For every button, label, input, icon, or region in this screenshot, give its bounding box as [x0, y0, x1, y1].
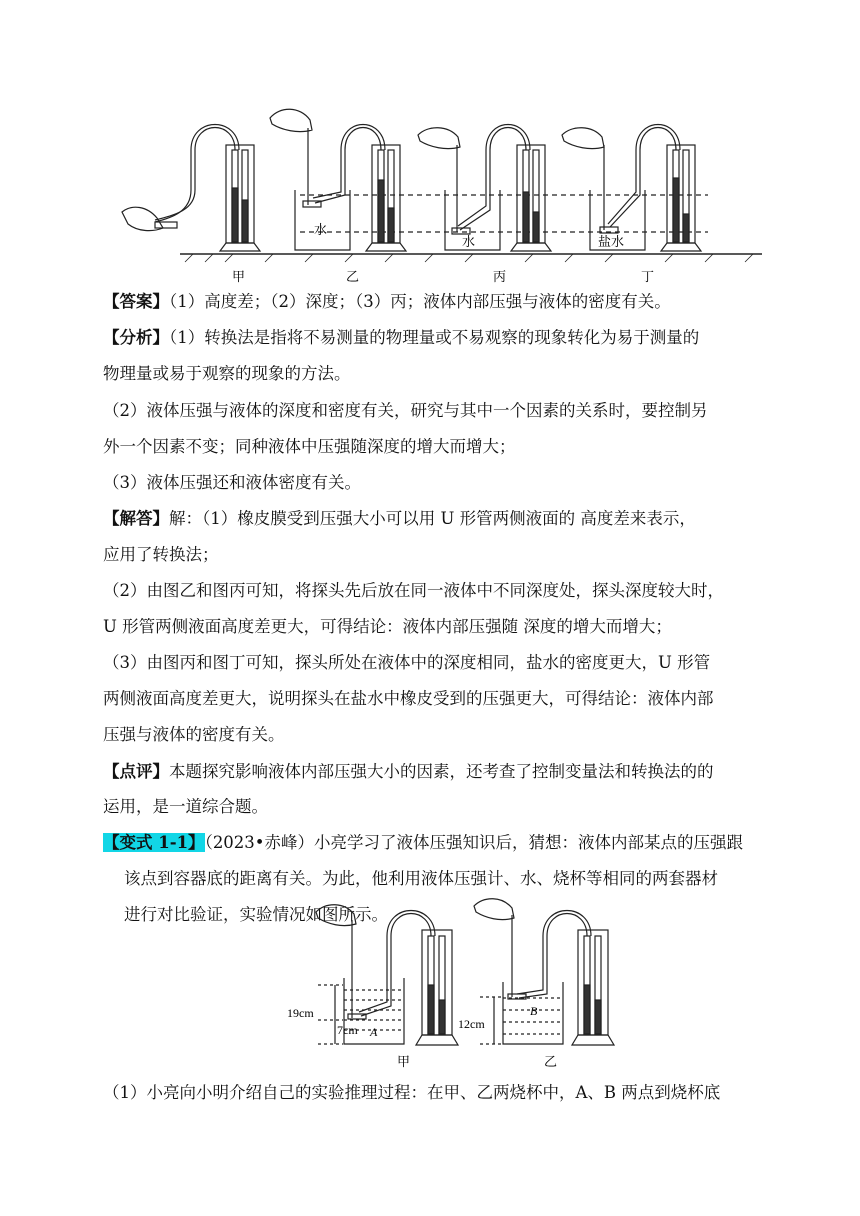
solution-line-7: 压强与液体的密度有关。	[103, 725, 285, 744]
liquid-label-ding: 盐水	[598, 235, 625, 250]
solution-line-6: 两侧液面高度差更大，说明探头在盐水中橡皮受到的压强更大，可得结论：液体内部	[103, 689, 714, 708]
solution-line-1: 【解答】解：（1）橡皮膜受到压强大小可以用 U 形管两侧液面的 高度差来表示，	[103, 509, 696, 528]
solution-tag: 【解答】	[103, 509, 169, 528]
comment-tag: 【点评】	[103, 762, 169, 781]
comment-line-2: 运用，是一道综合题。	[103, 797, 268, 816]
figure1-label-jia: 甲	[232, 270, 246, 285]
answer-line	[103, 292, 763, 312]
solution-line-2: 应用了转换法；	[103, 545, 219, 564]
figure1-label-bing: 丙	[493, 270, 507, 285]
point-a-label: A	[370, 1025, 378, 1039]
analysis-tag: 【分析】	[103, 328, 169, 347]
solution-line-5: （3）由图丙和图丁可知，探头所处在液体中的深度相同，盐水的密度更大，U 形管	[103, 653, 711, 672]
variant-line-1: 【变式 1-1】（2023•赤峰）小亮学习了液体压强知识后，猜想：液体内部某点的压强跟	[103, 833, 744, 852]
question-line-1: （1）小亮向小明介绍自己的实验推理过程：在甲、乙两烧杯中，A、B 两点到烧杯底	[103, 1083, 721, 1102]
analysis-line-2: 物理量或易于观察的现象的方法。	[103, 364, 351, 383]
variant-tag: 【变式 1-1】	[103, 833, 205, 852]
answer-tag: 【答案】	[103, 292, 169, 311]
answer-text: （1）高度差；（2）深度；（3）丙；液体内部压强与液体的密度有关。	[169, 292, 671, 311]
variant-line-3: 进行对比验证，实验情况如图所示。	[124, 905, 388, 924]
solution-line-3: （2）由图乙和图丙可知，将探头先后放在同一液体中不同深度处，探头深度较大时，	[103, 581, 724, 600]
comment-line-1: 【点评】本题探究影响液体内部压强大小的因素，还考查了控制变量法和转换法的的	[103, 762, 714, 781]
variant-line-2: 该点到容器底的距离有关。为此，他利用液体压强计、水、烧杯等相同的两套器材	[124, 869, 718, 888]
solution-line-4: U 形管两侧液面高度差更大，可得结论：液体内部压强随 深度的增大而增大；	[103, 617, 672, 636]
liquid-label-bing: 水	[462, 235, 476, 250]
figure1-label-ding: 丁	[641, 270, 655, 285]
figure1-label-yi: 乙	[346, 270, 360, 285]
point-b-label: B	[530, 1004, 538, 1018]
figure2-label-jia: 甲	[397, 1055, 411, 1070]
analysis-line-1: 【分析】（1）转换法是指将不易测量的物理量或不易观察的现象转化为易于测量的	[103, 328, 700, 347]
analysis-line-5: （3）液体压强还和液体密度有关。	[103, 473, 361, 492]
figure-pressure-experiment-1	[0, 0, 860, 290]
dim-19cm: 19cm	[287, 1006, 314, 1020]
liquid-label-yi: 水	[314, 223, 328, 238]
analysis-line-4: 外一个因素不变；同种液体中压强随深度的增大而增大；	[103, 437, 516, 456]
dim-7cm: 7cm	[337, 1023, 358, 1037]
dim-12cm: 12cm	[458, 1017, 485, 1031]
figure2-label-yi: 乙	[544, 1055, 558, 1070]
analysis-line-3: （2）液体压强与液体的深度和密度有关，研究与其中一个因素的关系时，要控制另	[103, 401, 708, 420]
